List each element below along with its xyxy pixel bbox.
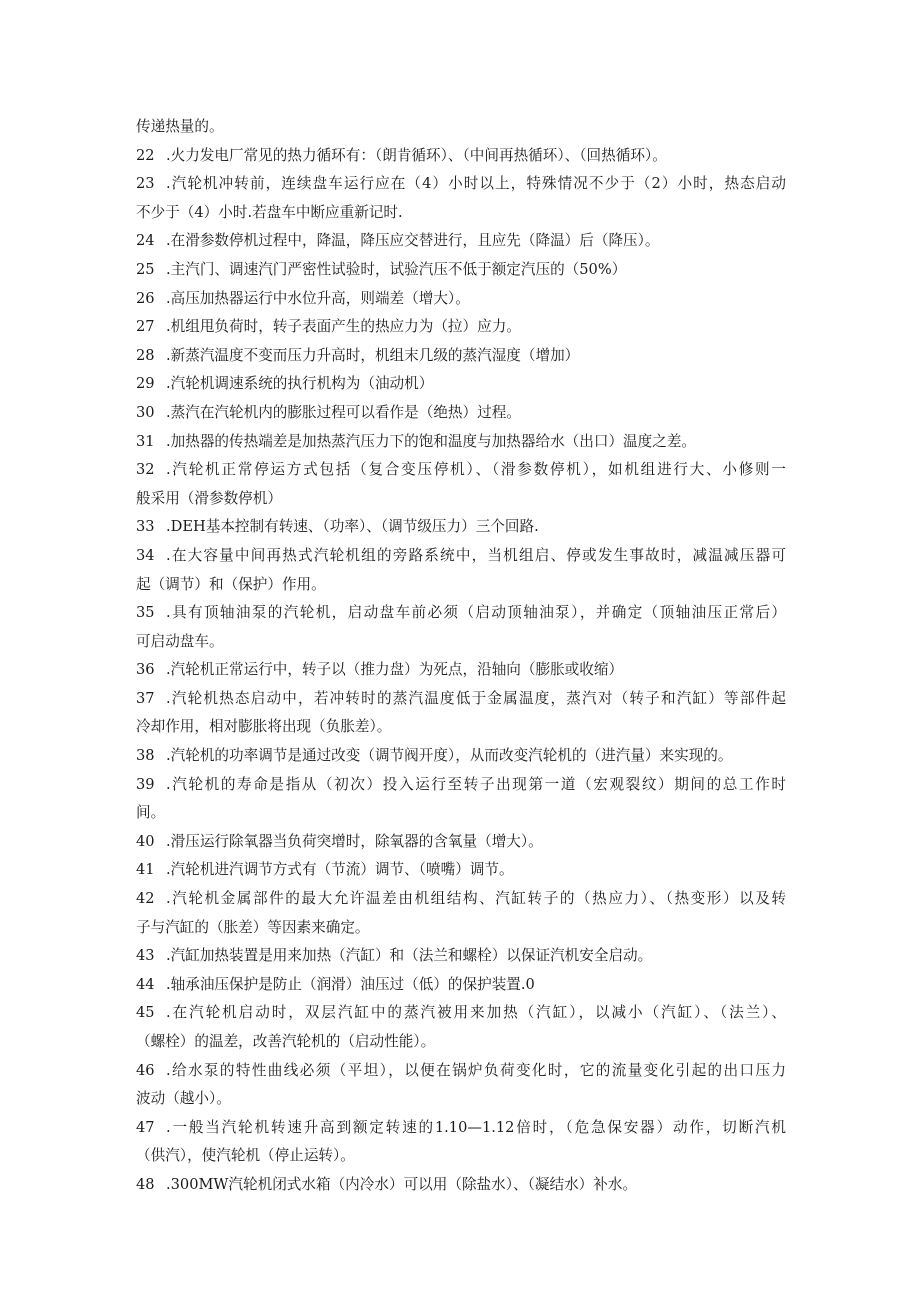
- item-text: 不少于（4）小时.若盘车中断应重新记时.: [136, 203, 403, 221]
- item-first-line: [136, 227, 786, 256]
- lead-line: 传递热量的。: [136, 118, 224, 135]
- question-item: [136, 685, 786, 742]
- item-first-line: [136, 142, 786, 171]
- question-item: [136, 513, 786, 542]
- item-number: 28: [136, 346, 155, 364]
- item-first-line: [136, 599, 786, 628]
- item-first-line: [136, 685, 786, 714]
- item-number: 37: [136, 689, 155, 707]
- item-text: 冷却作用，相对膨胀将出现（负胀差）。: [136, 718, 392, 736]
- item-number: 35: [136, 604, 155, 622]
- item-text: .滑压运行除氧器当负荷突增时，除氧器的含氧量（增大）。: [166, 832, 543, 850]
- item-text: .高压加热器运行中水位升高，则端差（增大）。: [166, 289, 470, 307]
- item-number: 29: [136, 375, 155, 393]
- document-body: [136, 113, 786, 1200]
- item-first-line: [136, 370, 786, 399]
- item-first-line: [136, 170, 786, 199]
- item-first-line: [136, 771, 786, 800]
- item-continuation-line: [136, 1142, 786, 1171]
- item-first-line: [136, 885, 786, 914]
- item-first-line: [136, 285, 786, 314]
- question-item: [136, 742, 786, 771]
- item-first-line: [136, 742, 786, 771]
- item-continuation-line: [136, 485, 786, 514]
- question-item: [136, 227, 786, 256]
- item-text: .在滑参数停机过程中，降温，降压应交替进行，且应先（降温）后（降压）。: [166, 232, 660, 250]
- question-item: [136, 285, 786, 314]
- question-item: [136, 142, 786, 171]
- item-number: 34: [136, 546, 155, 564]
- item-text: .300MW汽轮机闭式水箱（内冷水）可以用（除盐水）、（凝结水）补水。: [166, 1175, 638, 1193]
- item-continuation-line: [136, 1028, 786, 1057]
- item-number: 22: [136, 146, 155, 164]
- item-text: .蒸汽在汽轮机内的膨胀过程可以看作是（绝热）过程。: [166, 403, 521, 421]
- item-continuation-line: [136, 713, 786, 742]
- question-item: [136, 1171, 786, 1200]
- item-first-line: [136, 971, 786, 1000]
- item-text: .汽轮机进汽调节方式有（节流）调节、（喷嘴）调节。: [166, 861, 514, 879]
- question-item: [136, 885, 786, 942]
- item-number: 41: [136, 861, 155, 879]
- item-number: 24: [136, 232, 155, 250]
- item-text: .具有顶轴油泵的汽轮机，启动盘车前必须（启动顶轴油泵），并确定（顶轴油压正常后）: [166, 604, 786, 622]
- item-first-line: [136, 828, 786, 857]
- item-number: 45: [136, 1004, 155, 1022]
- item-first-line: [136, 999, 786, 1028]
- item-number: 36: [136, 661, 155, 679]
- question-item: [136, 542, 786, 599]
- item-number: 23: [136, 175, 155, 193]
- item-number: 43: [136, 947, 155, 965]
- item-text: .汽轮机的功率调节是通过改变（调节阀开度），从而改变汽轮机的（进汽量）来实现的。: [166, 747, 733, 765]
- question-item: [136, 599, 786, 656]
- item-text: .汽轮机冲转前，连续盘车运行应在（4）小时以上，特殊情况不少于（2）小时，热态启动: [166, 175, 786, 193]
- item-text: .汽轮机正常停运方式包括（复合变压停机）、（滑参数停机），如机组进行大、小修则一: [166, 461, 786, 479]
- item-number: 25: [136, 260, 155, 278]
- item-text: .新蒸汽温度不变而压力升高时，机组末几级的蒸汽湿度（增加）: [166, 346, 580, 364]
- question-item: [136, 971, 786, 1000]
- item-continuation-line: [136, 628, 786, 657]
- item-first-line: [136, 1171, 786, 1200]
- question-item: [136, 856, 786, 885]
- item-text: .轴承油压保护是防止（润滑）油压过（低）的保护装置.0: [166, 975, 535, 993]
- item-first-line: [136, 513, 786, 542]
- item-text: .一般当汽轮机转速升高到额定转速的1.10—1.12倍时，（危急保安器）动作，切断汽机: [166, 1118, 786, 1136]
- item-first-line: [136, 856, 786, 885]
- item-number: 38: [136, 747, 155, 765]
- question-item: [136, 999, 786, 1056]
- question-item: [136, 942, 786, 971]
- item-number: 40: [136, 832, 155, 850]
- item-text: .加热器的传热端差是加热蒸汽压力下的饱和温度与加热器给水（出口）温度之差。: [166, 432, 697, 450]
- item-text: 可启动盘车。: [136, 632, 224, 650]
- item-continuation-line: [136, 1085, 786, 1114]
- item-first-line: [136, 342, 786, 371]
- item-text: .火力发电厂常见的热力循环有：（朗肯循环）、（中间再热循环）、（回热循环）。: [166, 146, 667, 164]
- question-item: [136, 456, 786, 513]
- item-text: 间。: [136, 804, 166, 822]
- question-item: [136, 1114, 786, 1171]
- item-text: .汽轮机金属部件的最大允许温差由机组结构、汽缸转子的（热应力）、（热变形）以及转: [166, 890, 786, 908]
- item-text: .汽轮机正常运行中，转子以（推力盘）为死点，沿轴向（膨胀或收缩）: [166, 661, 624, 679]
- item-first-line: [136, 313, 786, 342]
- question-item: [136, 170, 786, 227]
- item-number: 32: [136, 461, 155, 479]
- item-text: .在大容量中间再热式汽轮机组的旁路系统中，当机组启、停或发生事故时，减温减压器可: [166, 546, 786, 564]
- item-continuation-line: [136, 799, 786, 828]
- item-first-line: [136, 1114, 786, 1143]
- item-number: 26: [136, 289, 155, 307]
- item-text: .在汽轮机启动时，双层汽缸中的蒸汽被用来加热（汽缸），以减小（汽缸）、（法兰）、: [166, 1004, 786, 1022]
- item-text: .机组甩负荷时，转子表面产生的热应力为（拉）应力。: [166, 318, 521, 336]
- item-number: 33: [136, 518, 155, 536]
- item-number: 42: [136, 890, 155, 908]
- item-text: （螺栓）的温差，改善汽轮机的（启动性能）。: [136, 1033, 436, 1050]
- item-first-line: [136, 656, 786, 685]
- item-continuation-line: [136, 199, 786, 228]
- item-text: .汽轮机的寿命是指从（初次）投入运行至转子出现第一道（宏观裂纹）期间的总工作时: [166, 775, 786, 793]
- question-item: [136, 370, 786, 399]
- question-item: [136, 656, 786, 685]
- item-text: 子与汽缸的（胀差）等因素来确定。: [136, 918, 370, 936]
- item-text: .DEH基本控制有转速、（功率）、（调节级压力）三个回路.: [166, 518, 539, 536]
- item-text: .汽轮机热态启动中，若冲转时的蒸汽温度低于金属温度，蒸汽对（转子和汽缸）等部件起: [166, 689, 786, 707]
- item-text: .给水泵的特性曲线必须（平坦），以便在锅炉负荷变化时，它的流量变化引起的出口压力: [166, 1061, 786, 1079]
- item-first-line: [136, 399, 786, 428]
- item-number: 39: [136, 775, 155, 793]
- item-number: 44: [136, 975, 155, 993]
- item-continuation-line: [136, 571, 786, 600]
- item-number: 31: [136, 432, 155, 450]
- item-text: 波动（越小）。: [136, 1090, 231, 1108]
- item-first-line: [136, 942, 786, 971]
- item-first-line: [136, 542, 786, 571]
- question-item: [136, 771, 786, 828]
- item-text: 般采用（滑参数停机）: [136, 489, 282, 507]
- item-text: 起（调节）和（保护）作用。: [136, 575, 326, 593]
- question-item: [136, 342, 786, 371]
- item-first-line: [136, 256, 786, 285]
- item-number: 30: [136, 403, 155, 421]
- question-item: [136, 256, 786, 285]
- question-item: [136, 1057, 786, 1114]
- item-text: （供汽），使汽轮机（停止运转）。: [136, 1147, 355, 1165]
- question-item: [136, 313, 786, 342]
- item-number: 48: [136, 1175, 155, 1193]
- item-first-line: [136, 456, 786, 485]
- item-number: 27: [136, 318, 155, 336]
- question-item: [136, 428, 786, 457]
- question-item: [136, 828, 786, 857]
- item-number: 46: [136, 1061, 155, 1079]
- item-text: .汽轮机调速系统的执行机构为（油动机）: [166, 375, 434, 393]
- item-continuation-line: [136, 914, 786, 943]
- item-number: 47: [136, 1118, 155, 1136]
- item-text: .汽缸加热装置是用来加热（汽缸）和（法兰和螺栓）以保证汽机安全启动。: [166, 947, 653, 965]
- item-first-line: [136, 428, 786, 457]
- question-item: [136, 399, 786, 428]
- item-first-line: [136, 1057, 786, 1086]
- item-text: .主汽门、调速汽门严密性试验时，试验汽压不低于额定汽压的（50%）: [166, 260, 627, 278]
